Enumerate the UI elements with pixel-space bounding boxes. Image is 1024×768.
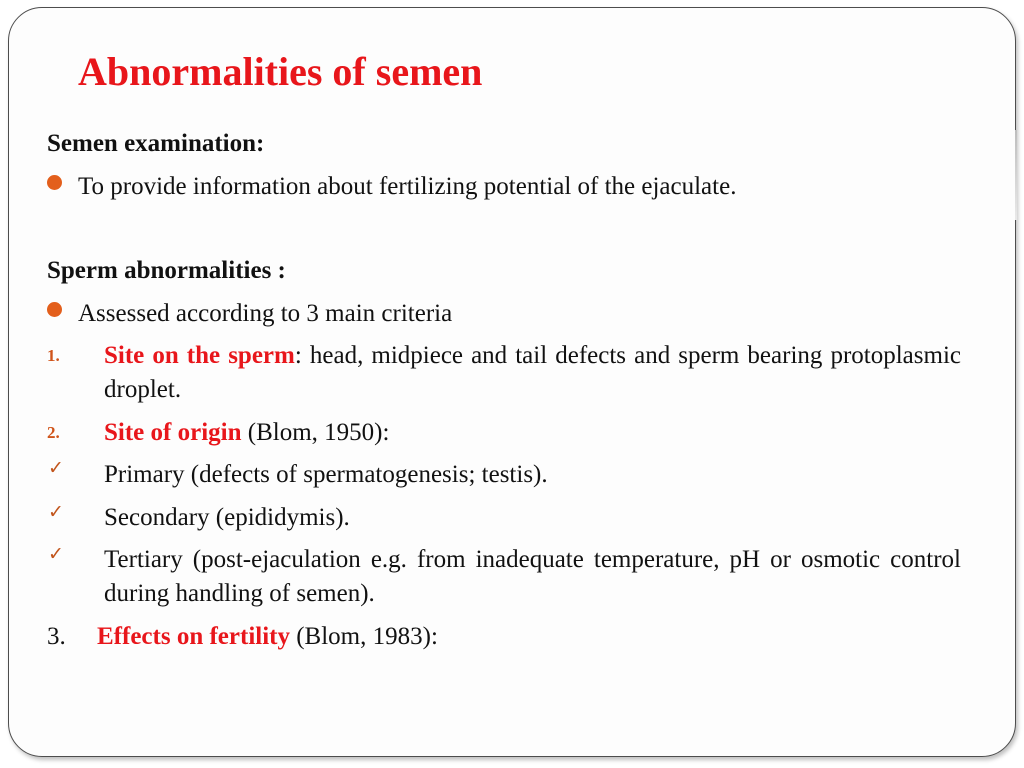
criterion-3-text — [97, 620, 438, 654]
criterion-number-2: 2. — [47, 423, 60, 442]
criterion-1-rest: : head, midpiece and tail defects and sperm bearing protoplasmic droplet. — [104, 342, 961, 403]
criterion-1-highlight: Site on the sperm — [104, 342, 295, 369]
bullet-icon — [47, 302, 62, 317]
slide-title: Abnormalities of semen — [78, 49, 483, 94]
semen-examination-bullet: To provide information about fertilizing potential of the ejaculate. — [78, 173, 737, 200]
criterion-2-rest: (Blom, 1950): — [241, 419, 390, 446]
origin-item-tertiary: Tertiary (post-ejaculation e.g. from inadequate temperature, pH or osmotic control during handling of semen). — [104, 546, 961, 607]
criterion-1-text — [104, 339, 961, 407]
criterion-3-rest: (Blom, 1983): — [289, 623, 438, 650]
slide-edge-accent — [1015, 130, 1017, 220]
origin-item-primary: Primary (defects of spermatogenesis; testis). — [104, 461, 548, 488]
semen-examination-heading: Semen examination: — [47, 130, 265, 157]
checkmark-icon: ✓ — [48, 543, 64, 565]
criterion-3-highlight: Effects on fertility — [97, 623, 290, 650]
criterion-2-text — [104, 416, 961, 450]
origin-item-secondary: Secondary (epididymis). — [104, 504, 350, 531]
criterion-number-3: 3. — [47, 623, 66, 650]
sperm-abnormalities-heading: Sperm abnormalities : — [47, 257, 286, 284]
criterion-number-1: 1. — [47, 346, 60, 365]
checkmark-icon: ✓ — [48, 501, 64, 523]
checkmark-icon: ✓ — [48, 457, 64, 479]
criterion-2-highlight: Site of origin — [104, 419, 242, 446]
criteria-bullet: Assessed according to 3 main criteria — [78, 300, 453, 327]
bullet-icon — [47, 175, 62, 190]
